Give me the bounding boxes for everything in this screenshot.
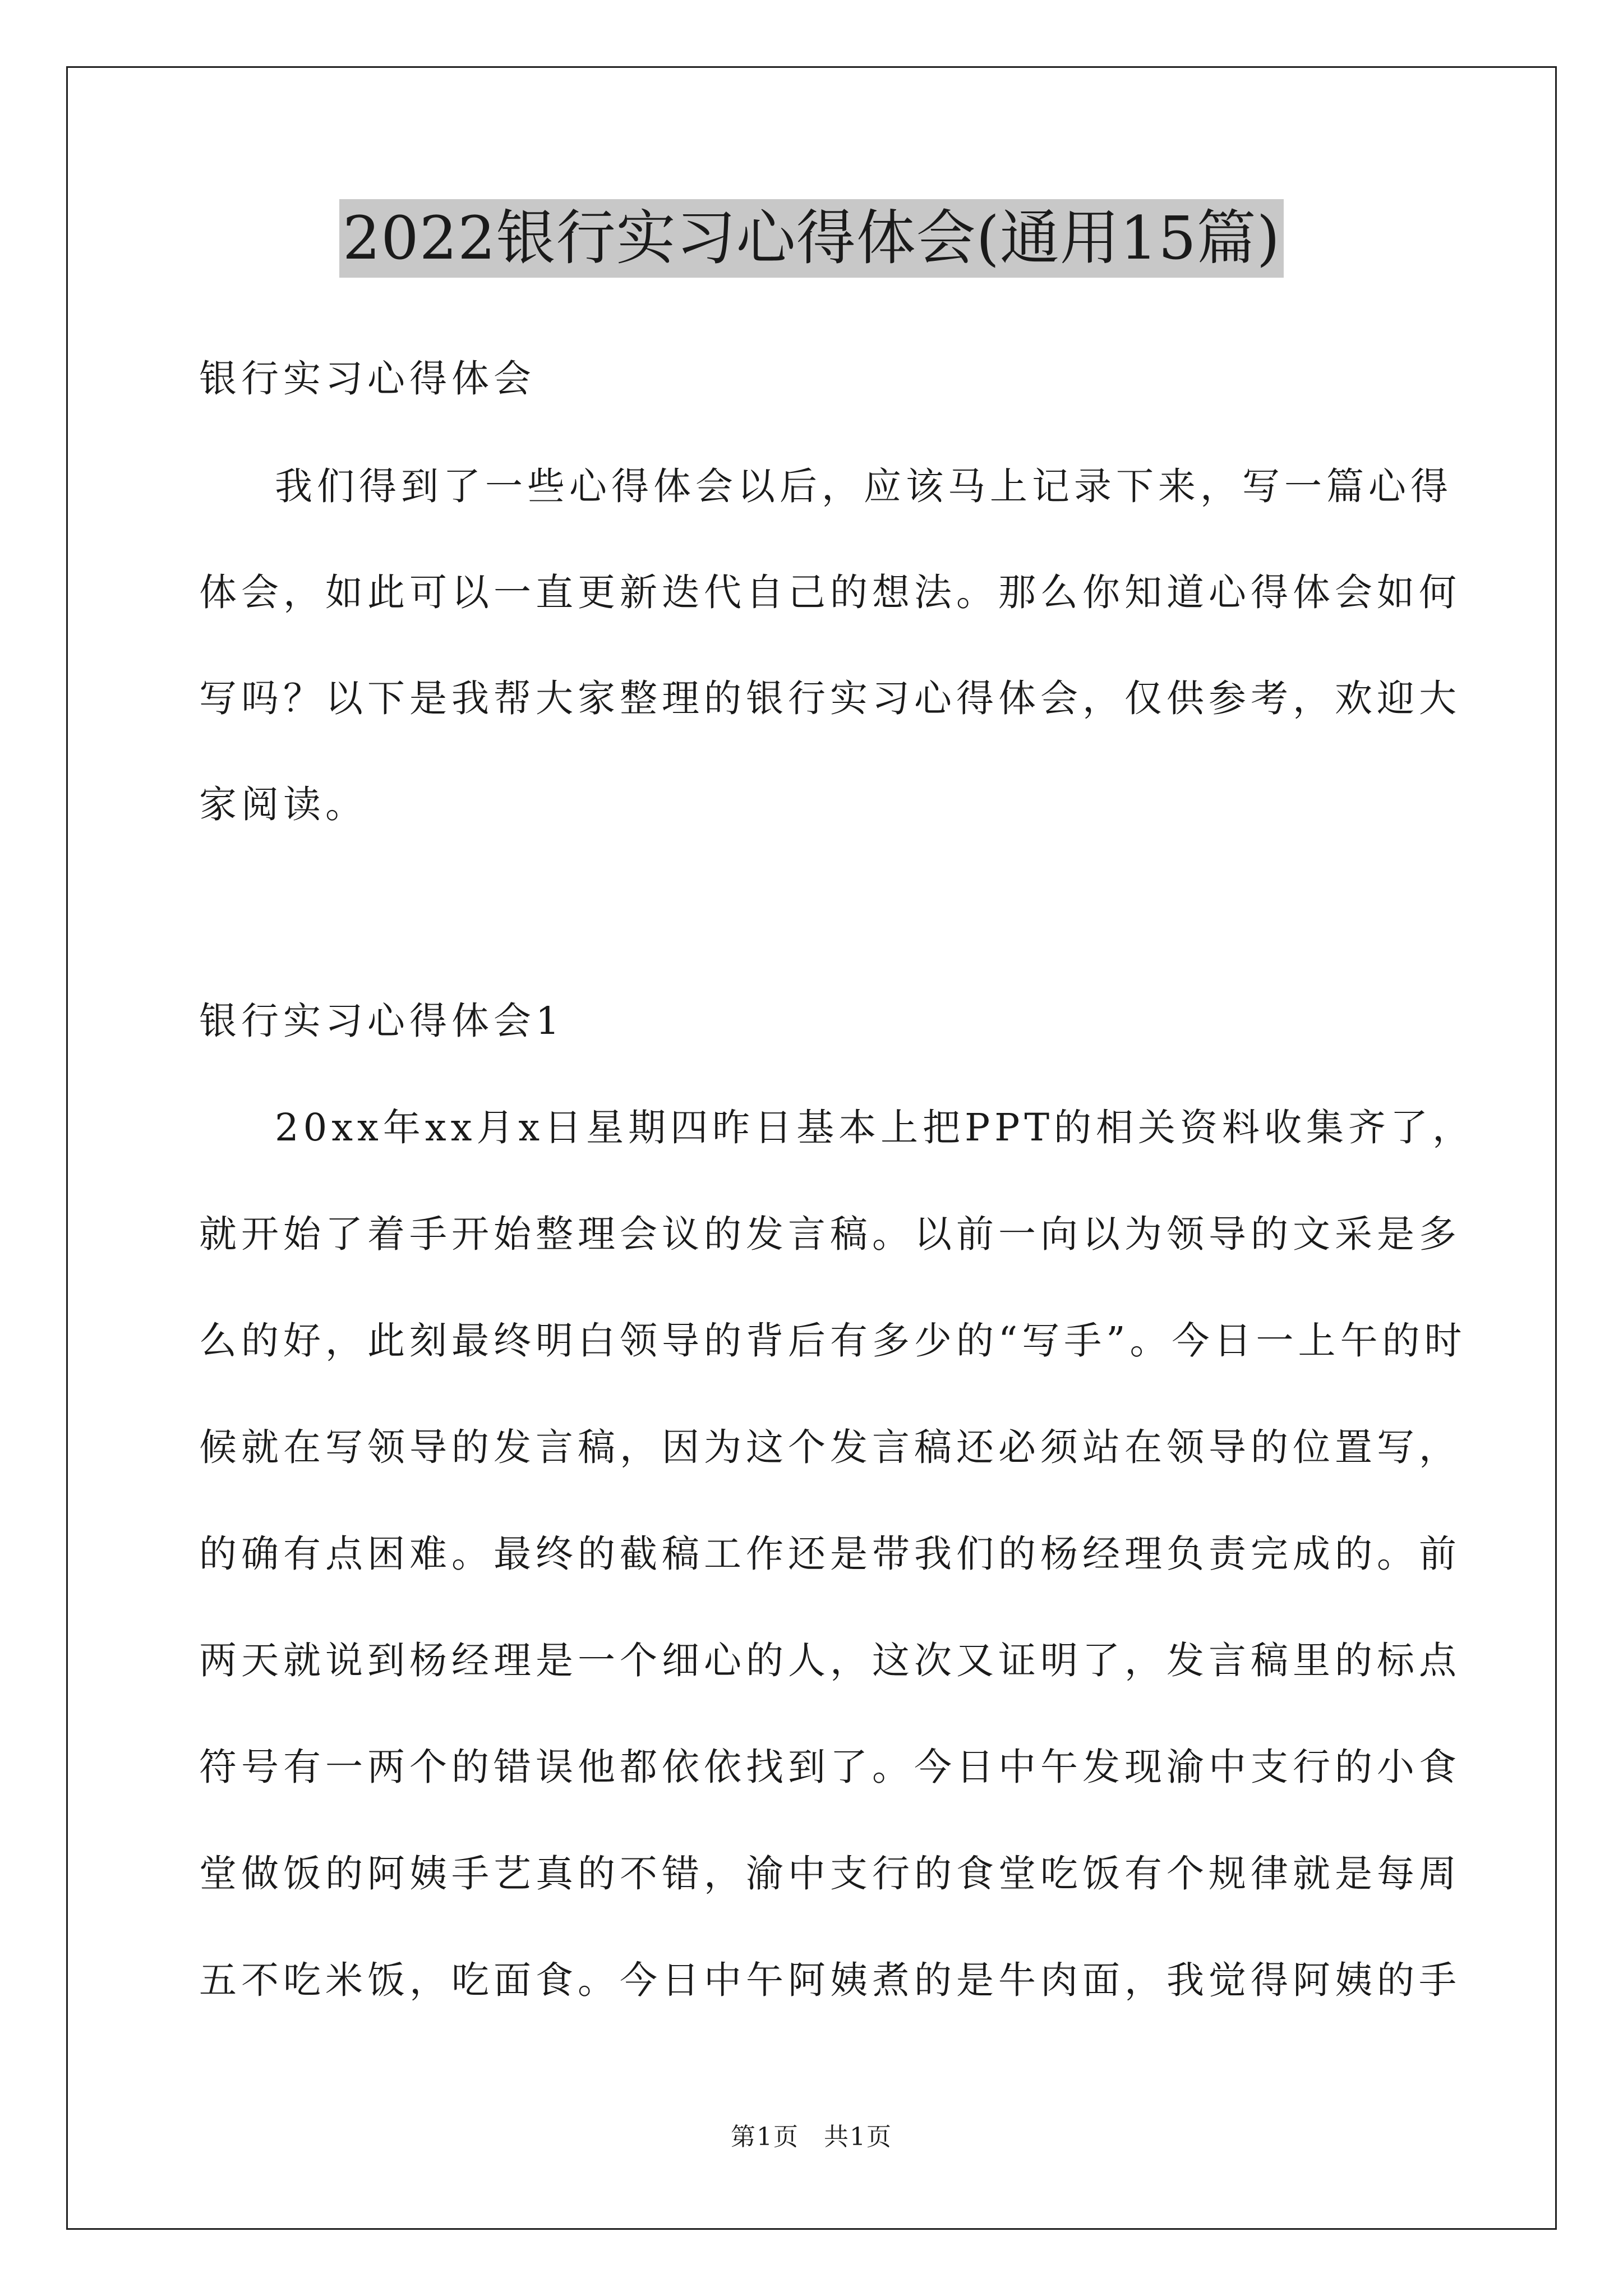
body-line: 20xx年xx月x日星期四昨日基本上把PPT的相关资料收集齐了， <box>275 1106 1475 1149</box>
intro-line: 我们得到了一些心得体会以后，应该马上记录下来，写一篇心得 <box>275 464 1453 508</box>
intro-line: 体会，如此可以一直更新迭代自己的想法。那么你知道心得体会如何 <box>199 570 1461 614</box>
intro-line: 家阅读。 <box>199 783 367 826</box>
page-footer <box>0 2120 1623 2154</box>
body-line: 堂做饭的阿姨手艺真的不错，渝中支行的食堂吃饭有个规律就是每周 <box>199 1852 1461 1895</box>
page-total: 共1页 <box>824 2123 892 2151</box>
body-line: 的确有点困难。最终的截稿工作还是带我们的杨经理负责完成的。前 <box>199 1532 1461 1576</box>
section-heading: 银行实习心得体会1 <box>199 999 564 1043</box>
body-line: 符号有一两个的错误他都依依找到了。今日中午发现渝中支行的小食 <box>199 1745 1461 1789</box>
title-container <box>0 199 1623 278</box>
intro-line: 写吗？以下是我帮大家整理的银行实习心得体会，仅供参考，欢迎大 <box>199 677 1461 720</box>
intro-heading: 银行实习心得体会 <box>199 357 536 401</box>
body-line: 两天就说到杨经理是一个细心的人，这次又证明了，发言稿里的标点 <box>199 1639 1461 1682</box>
body-line: 么的好，此刻最终明白领导的背后有多少的“写手”。今日一上午的时 <box>199 1319 1467 1363</box>
body-line: 五不吃米饭，吃面食。今日中午阿姨煮的是牛肉面，我觉得阿姨的手 <box>199 1958 1461 2002</box>
document-title: 2022银行实习心得体会(通用15篇) <box>339 199 1284 278</box>
page-number: 第1页 <box>731 2123 799 2151</box>
body-line: 就开始了着手开始整理会议的发言稿。以前一向以为领导的文采是多 <box>199 1212 1461 1256</box>
body-line: 候就在写领导的发言稿，因为这个发言稿还必须站在领导的位置写， <box>199 1425 1461 1469</box>
